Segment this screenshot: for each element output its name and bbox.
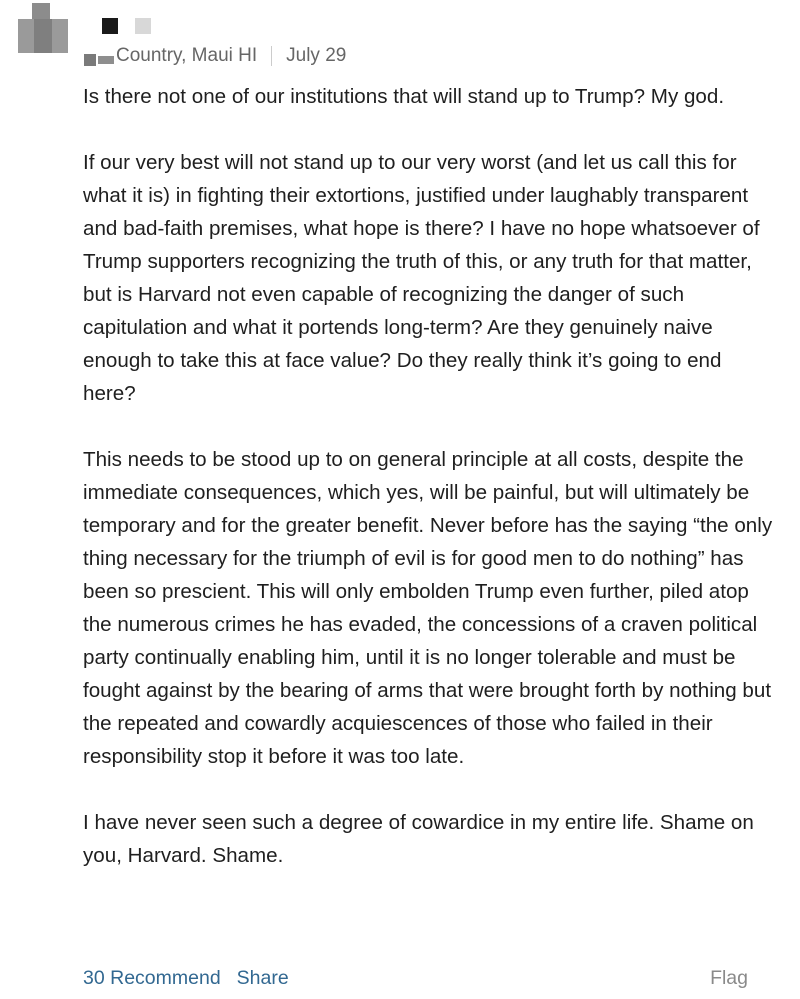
avatar[interactable] bbox=[18, 3, 68, 53]
redaction-pixel bbox=[84, 54, 96, 66]
recommend-label: Recommend bbox=[110, 966, 221, 989]
comment-paragraph: If our very best will not stand up to our very worst (and let us call this for what it is) in fighting their extortions, justified under laughably transparent and bad-faith premises, what hope is there? I have no hope whatsoever of Trump supporters recognizing the truth of this, or any truth for that matter, but is Harvard not even capable of recognizing the danger of such capitulation and what it portends long-term? Are they genuinely naive enough to take this at face value? Do they really think it’s going to end here? bbox=[83, 151, 760, 405]
commenter-location: Country, Maui HI bbox=[86, 45, 257, 67]
comment-actions bbox=[83, 963, 748, 993]
recommend-count: 30 bbox=[83, 966, 105, 989]
flag-button[interactable]: Flag bbox=[710, 966, 748, 989]
avatar-pixel bbox=[32, 3, 50, 19]
display-name[interactable] bbox=[102, 18, 152, 38]
meta-divider bbox=[271, 46, 272, 66]
recommend-button[interactable] bbox=[83, 967, 221, 990]
redaction-pixel bbox=[98, 56, 114, 64]
display-name-pixel bbox=[135, 18, 151, 34]
location-redaction bbox=[84, 46, 114, 66]
comment-paragraph: This needs to be stood up to on general principle at all costs, despite the immediate consequences, which yes, will be painful, but will ultimately be temporary and for the greater benefit. Never before has the saying “the only thing necessary for the triumph of evil is for good men to do nothing” has been so prescient. This will only embolden Trump even further, piled atop the numerous crimes he has evaded, the concessions of a craven political party continually enabling him, until it is no longer tolerable and must be fought against by the bearing of arms that were brought forth by nothing but the repeated and cowardly acquiescences of those who failed in their responsibility stop it before it was too late. bbox=[83, 448, 773, 768]
display-name-pixel bbox=[102, 18, 118, 34]
avatar-pixel bbox=[34, 19, 52, 53]
comment-paragraph: Is there not one of our institutions that will stand up to Trump? My god. bbox=[83, 85, 725, 108]
comment-body bbox=[83, 80, 773, 872]
comment-paragraph: I have never seen such a degree of cowardice in my entire life. Shame on you, Harvard. Shame. bbox=[83, 811, 754, 867]
share-button[interactable]: Share bbox=[236, 966, 289, 989]
comment-date: July 29 bbox=[286, 45, 347, 66]
comment-meta bbox=[84, 43, 346, 69]
